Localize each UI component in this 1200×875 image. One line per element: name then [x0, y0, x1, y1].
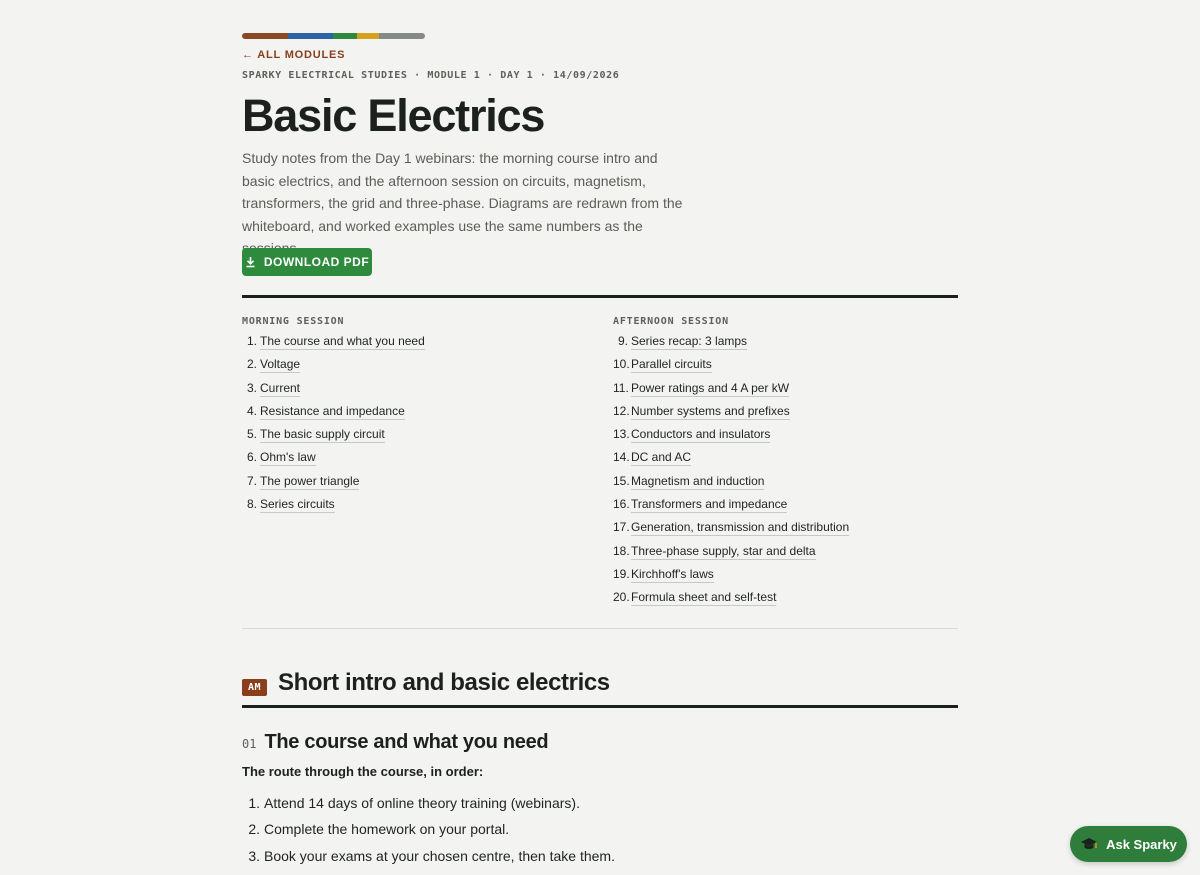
route-step-number: 1.	[248, 795, 260, 811]
toc-item-link[interactable]: Number systems and prefixes	[631, 403, 790, 418]
route-step-number: 2.	[248, 821, 260, 838]
page-title: Basic Electrics	[242, 90, 545, 141]
toc-item	[613, 334, 849, 357]
route-steps	[242, 795, 615, 874]
color-bar-segment	[357, 33, 379, 39]
toc-item	[242, 334, 425, 357]
toc-item-number: 10.	[613, 357, 630, 372]
toc-item	[242, 450, 425, 473]
toc-item-link[interactable]: Transformers and impedance	[631, 497, 788, 512]
toc-morning-list	[242, 334, 425, 520]
toc-item-link[interactable]: Power ratings and 4 A per kW	[631, 380, 790, 395]
toc-item-number: 18.	[613, 543, 630, 558]
route-step-number: 3.	[248, 847, 260, 864]
section-rule	[242, 705, 958, 708]
route-step-text: Book your exams at your chosen centre, then take them.	[264, 847, 615, 864]
toc-item-link[interactable]: Series recap: 3 lamps	[631, 334, 748, 348]
section-title: Short intro and basic electrics	[278, 669, 610, 696]
toc-item-number: 5.	[246, 427, 257, 442]
toc-item	[242, 427, 425, 450]
toc-item-link[interactable]: Current	[260, 380, 301, 395]
toc-item-number: 8.	[246, 497, 257, 512]
toc-item-number: 2.	[246, 357, 257, 372]
toc-item-link[interactable]: Generation, transmission and distribution	[631, 520, 850, 535]
toc-item-number: 17.	[613, 520, 630, 535]
toc-afternoon-heading: AFTERNOON SESSION	[613, 316, 729, 327]
toc-item	[613, 544, 849, 567]
toc-item-link[interactable]: Parallel circuits	[631, 357, 712, 372]
section-header	[242, 669, 610, 697]
toc-item-number: 15.	[613, 473, 630, 488]
toc-item	[613, 450, 849, 473]
toc-item-number: 11.	[613, 380, 629, 395]
session-badge: AM	[242, 679, 267, 696]
graduation-cap-icon	[1080, 837, 1098, 851]
toc-item-link[interactable]: The power triangle	[260, 473, 360, 488]
all-modules-link[interactable]: ← ALL MODULES	[242, 49, 346, 61]
toc-item	[613, 497, 849, 520]
toc-item-link[interactable]: Kirchhoff's laws	[631, 566, 714, 581]
toc-item	[613, 381, 849, 404]
intro-text: Study notes from the Day 1 webinars: the morning course intro and basic electrics, and the afternoon session on circuits, magnetism, transformers, the grid and three-phase. Diagrams are redrawn from the whiteboard, and worked examples use the same numbers as the	[242, 150, 683, 234]
color-bar-segment	[379, 33, 425, 39]
toc-item	[242, 357, 425, 380]
color-bar-segment	[242, 33, 288, 39]
toc-item	[613, 590, 849, 613]
toc-item-number: 9.	[617, 334, 628, 348]
toc-item-link[interactable]: Voltage	[260, 357, 301, 372]
toc-item-link[interactable]: Series circuits	[260, 497, 335, 512]
ask-sparky-button[interactable]	[1070, 826, 1187, 862]
toc-bottom-divider	[242, 628, 958, 629]
toc-item-link[interactable]: Three-phase supply, star and delta	[631, 543, 816, 558]
subsection-header	[242, 731, 548, 754]
toc-item-link[interactable]: Magnetism and induction	[631, 473, 765, 488]
ask-sparky-label: Ask Sparky	[1106, 836, 1177, 852]
toc-item	[613, 404, 849, 427]
toc-item-number: 1.	[246, 334, 257, 348]
toc-item-number: 6.	[246, 450, 257, 465]
toc-item	[613, 567, 849, 590]
toc-item	[242, 404, 425, 427]
color-bar-segment	[333, 33, 357, 39]
module-color-bar	[242, 33, 425, 39]
route-step-text: Complete the homework on your portal.	[264, 821, 510, 838]
toc-item-link[interactable]: Resistance and impedance	[260, 403, 405, 418]
toc-item-number: 3.	[246, 380, 257, 395]
toc-morning	[242, 316, 425, 520]
subsection-title: The course and what you need	[264, 731, 549, 753]
toc-item-link[interactable]: Formula sheet and self-test	[631, 590, 777, 605]
toc-item	[242, 381, 425, 404]
toc-item	[613, 474, 849, 497]
download-icon	[245, 256, 256, 268]
route-lead: The route through the course, in order:	[242, 764, 484, 779]
toc-item-link[interactable]: Ohm's law	[260, 450, 316, 465]
route-step-text: Attend 14 days of online theory training (webinars).	[264, 795, 580, 811]
route-step	[242, 795, 615, 821]
route-step	[242, 848, 615, 874]
toc-item-number: 14.	[613, 450, 630, 465]
toc-item-number: 7.	[246, 473, 257, 488]
toc-item-link[interactable]: The basic supply circuit	[260, 427, 385, 442]
toc-morning-heading: MORNING SESSION	[242, 316, 345, 327]
color-bar-segment	[288, 33, 333, 39]
toc-item	[242, 497, 425, 520]
toc-item-link[interactable]: DC and AC	[631, 450, 692, 465]
toc-item-number: 12.	[613, 403, 630, 418]
toc-item-number: 16.	[613, 497, 630, 512]
toc-item-link[interactable]: Conductors and insulators	[631, 427, 771, 442]
toc-item	[242, 474, 425, 497]
download-pdf-button[interactable]	[242, 248, 372, 276]
toc-top-rule	[242, 295, 958, 298]
route-step	[242, 821, 615, 847]
subsection-number: 01	[242, 737, 257, 751]
toc-item-link[interactable]: The course and what you need	[260, 334, 425, 348]
toc-item	[613, 520, 849, 543]
download-pdf-label: DOWNLOAD PDF	[263, 255, 370, 269]
toc-item	[613, 357, 849, 380]
toc-item-number: 19.	[613, 566, 630, 581]
toc-afternoon	[613, 316, 849, 614]
toc-item	[613, 427, 849, 450]
toc-item-number: 4.	[246, 403, 257, 418]
breadcrumb-kicker: SPARKY ELECTRICAL STUDIES · MODULE 1 · DAY 1 · 14/09/2026	[242, 70, 620, 81]
toc-item-number: 20.	[613, 590, 630, 605]
toc-afternoon-list	[613, 334, 849, 614]
toc-item-number: 13.	[613, 427, 630, 442]
